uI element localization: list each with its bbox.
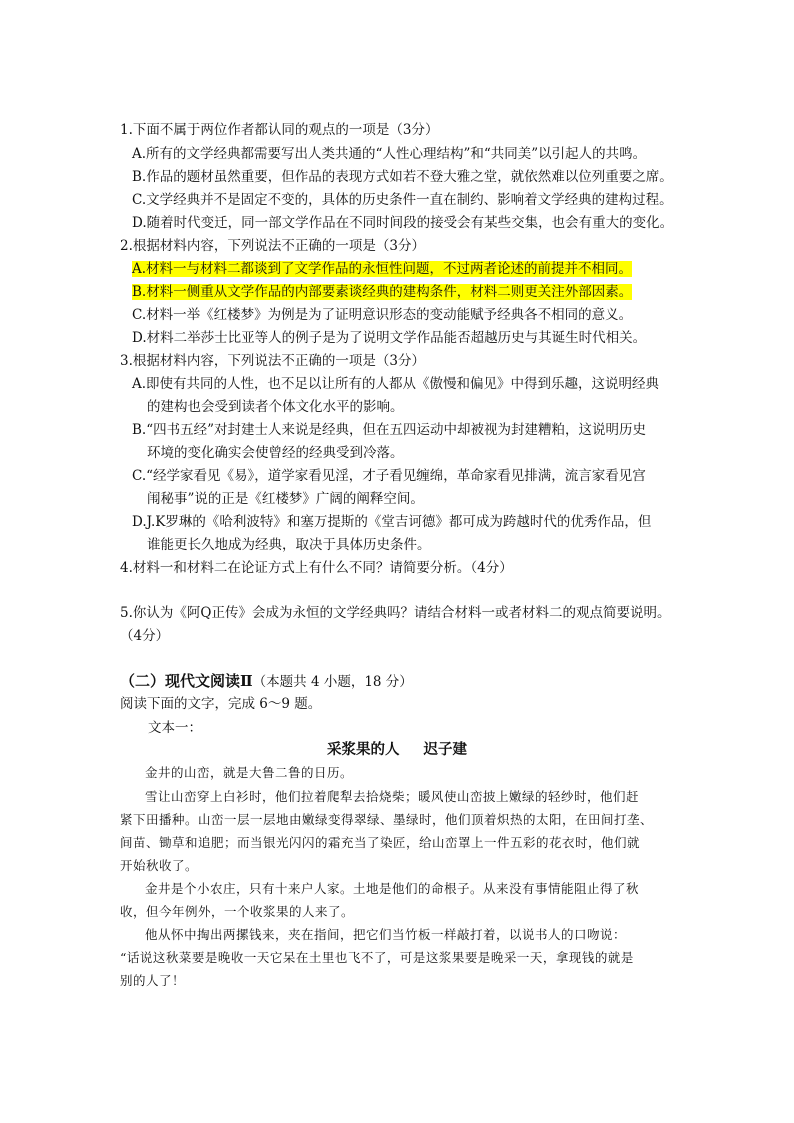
paragraph-4-line-1: 他从怀中掏出两摞钱来，夹在指间，把它们当竹板一样敲打着，以说书人的口吻说： bbox=[145, 927, 627, 942]
section-meta: （本题共 4 小题，18 分） bbox=[252, 674, 413, 690]
question-1-option-b: B.作品的题材虽然重要，但作品的表现方式如若不登大雅之堂，就依然难以位列重要之席。 bbox=[132, 169, 673, 185]
paragraph-4-line-2: “话说这秋菜要是晚收一天它呆在土里也飞不了，可是这浆果要是晚采一天，拿现钱的就是 bbox=[120, 950, 634, 965]
question-2-option-b bbox=[132, 281, 632, 303]
question-5-stem: 5.你认为《阿Q正传》会成为永恒的文学经典吗？请结合材料一或者材料二的观点简要说明。 bbox=[120, 605, 671, 621]
question-1-stem: 1.下面不属于两位作者都认同的观点的一项是（3分） bbox=[120, 122, 439, 138]
paragraph-2-line-4: 开始秋收了。 bbox=[120, 858, 199, 873]
question-3-option-a: A.即使有共同的人性，也不足以让所有的人都从《傲慢和偏见》中得到乐趣，这说明经典 bbox=[132, 376, 660, 392]
question-2-option-c: C.材料一举《红楼梦》为例是为了证明意识形态的变动能赋予经典各不相同的意义。 bbox=[132, 307, 633, 323]
question-3-option-b-continued: 环境的变化确实会使曾经的经典受到冷落。 bbox=[147, 445, 404, 461]
highlighted-text: B.材料一侧重从文学作品的内部要素谈经典的建构条件，材料二则更关注外部因素。 bbox=[132, 284, 633, 300]
question-1-option-d: D.随着时代变迁，同一部文学作品在不同时间段的接受会有某些交集，也会有重大的变化。 bbox=[132, 215, 674, 231]
question-3-option-b: B.“四书五经”对封建士人来说是经典，但在五四运动中却被视为封建糟粕，这说明历史 bbox=[132, 422, 647, 438]
question-3-option-a-continued: 的建构也会受到读者个体文化水平的影响。 bbox=[147, 399, 404, 415]
question-1-option-a: A.所有的文学经典都需要写出人类共通的“人性心理结构”和“共同美”以引起人的共鸣。 bbox=[132, 146, 647, 162]
text-label: 文本一： bbox=[148, 720, 202, 736]
question-2-option-d: D.材料二举莎士比亚等人的例子是为了说明文学作品能否超越历史与其诞生时代相关。 bbox=[132, 330, 647, 346]
paragraph-2-line-2: 紧下田播种。山峦一层一层地由嫩绿变得翠绿、墨绿时，他们顶着炽热的太阳，在田间打垄、 bbox=[120, 812, 654, 827]
question-3-option-c-continued: 闱秘事”说的正是《红楼梦》广阔的阐释空间。 bbox=[147, 491, 424, 507]
question-3-option-d: D.J.K罗琳的《哈利波特》和塞万提斯的《堂吉诃德》都可成为跨越时代的优秀作品，但 bbox=[132, 514, 652, 530]
question-3-option-c: C.“经学家看见《易》，道学家看见淫，才子看见缠绵，革命家看见排满，流言家看见宫 bbox=[132, 468, 646, 484]
story-author: 迟子建 bbox=[423, 741, 467, 758]
question-1-option-c: C.文学经典并不是固定不变的，具体的历史条件一直在制约、影响着文学经典的建构过程。 bbox=[132, 192, 673, 208]
highlighted-text: A.材料一与材料二都谈到了文学作品的永恒性问题，不过两者论述的前提并不相同。 bbox=[132, 261, 633, 277]
story-title-line bbox=[0, 739, 794, 761]
paragraph-1: 金井的山峦，就是大鲁二鲁的日历。 bbox=[145, 765, 354, 780]
question-2-option-a bbox=[132, 258, 632, 280]
section-instruction: 阅读下面的文字，完成 6～9 题。 bbox=[120, 696, 322, 712]
question-3-stem: 3.根据材料内容，下列说法不正确的一项是（3分） bbox=[120, 353, 425, 369]
story-title: 采浆果的人 bbox=[327, 741, 400, 758]
question-3-option-d-continued: 谁能更长久地成为经典，取决于具体历史条件。 bbox=[147, 537, 431, 553]
paragraph-2-line-1: 雪让山峦穿上白衫时，他们拉着爬犁去拾烧柴；暖风使山峦披上嫩绿的轻纱时，他们赶 bbox=[145, 789, 640, 804]
question-5-points: （4分） bbox=[120, 628, 170, 644]
paragraph-3-line-2: 收，但今年例外，一个收浆果的人来了。 bbox=[120, 904, 355, 919]
section-heading bbox=[120, 670, 413, 693]
question-4-stem: 4.材料一和材料二在论证方式上有什么不同？请简要分析。（4分） bbox=[120, 560, 513, 576]
paragraph-2-line-3: 间苗、锄草和追肥；而当银光闪闪的霜充当了染匠，给山峦罩上一件五彩的花衣时，他们就 bbox=[120, 835, 641, 850]
section-title: （二）现代文阅读Ⅱ bbox=[120, 672, 253, 690]
paragraph-3-line-1: 金井是个小农庄，只有十来户人家。土地是他们的命根子。从来没有事情能阻止得了秋 bbox=[145, 881, 640, 896]
question-2-stem: 2.根据材料内容，下列说法不正确的一项是（3分） bbox=[120, 238, 425, 254]
paragraph-4-line-3: 别的人了！ bbox=[120, 973, 186, 988]
